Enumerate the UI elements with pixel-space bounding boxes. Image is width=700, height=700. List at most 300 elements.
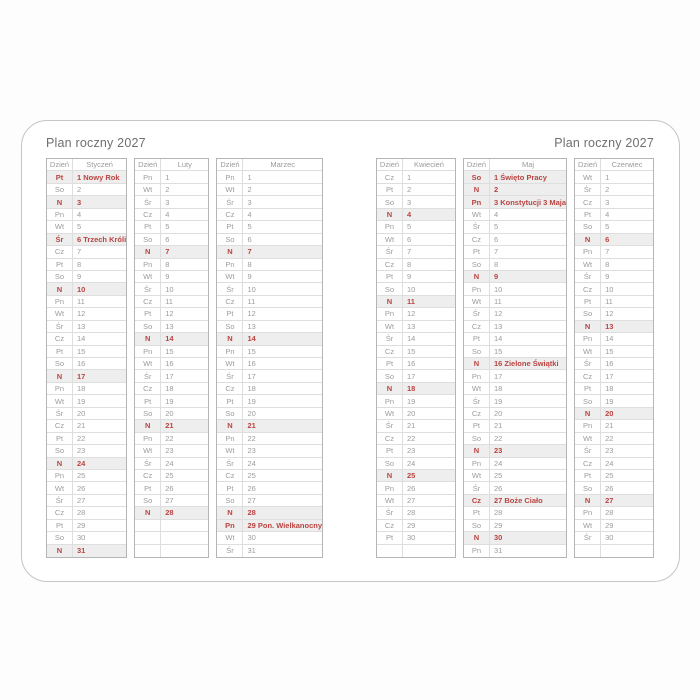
month-table-styczen [46,158,127,558]
day-abbrev-cell: Śr [575,358,601,369]
calendar-row [47,433,126,445]
date-cell: 22 [493,433,503,443]
date-cell: 23 [605,446,614,456]
day-abbrev-cell: Śr [135,283,161,294]
day-abbrev-cell: Pn [135,346,161,357]
day-abbrev-cell: Pn [575,507,601,518]
day-abbrev-cell: Pt [575,470,601,481]
date-cell: 31 [493,546,503,556]
day-abbrev-cell: N [135,420,161,431]
planner-page-right [376,135,654,558]
month-header-row [47,159,126,171]
calendar-row [217,196,322,208]
day-abbrev-cell: So [377,196,403,207]
day-abbrev-cell: Pt [575,296,601,307]
day-abbrev-cell: Pn [47,209,73,220]
day-abbrev-cell: Wt [377,408,403,419]
date-cell: 16 [605,359,614,369]
calendar-row [464,458,566,470]
day-abbrev-cell: So [47,532,73,543]
calendar-row [575,333,653,345]
day-abbrev-cell: So [575,221,601,232]
day-abbrev-cell: Wt [575,171,601,182]
calendar-row [575,420,653,432]
day-abbrev-cell: Śr [47,321,73,332]
day-abbrev-cell: Pt [217,482,243,493]
day-abbrev-cell: Pt [135,482,161,493]
date-cell: 30 [407,533,416,543]
date-cell: 7 [77,247,82,257]
day-abbrev-cell: Wt [575,433,601,444]
month-name-header: Luty [177,160,192,170]
calendar-row [217,433,322,445]
date-cell: 16 [407,359,416,369]
calendar-row [377,308,455,320]
calendar-row [575,482,653,494]
day-abbrev-cell: Wt [377,321,403,332]
day-abbrev-cell: Pn [575,246,601,257]
calendar-row [377,395,455,407]
calendar-row [47,184,126,196]
date-cell: 5 [247,222,252,232]
calendar-row [47,308,126,320]
calendar-row [217,283,322,295]
date-cell: 26 [247,483,256,493]
calendar-row [217,520,322,532]
calendar-row [47,532,126,544]
calendar-row [377,470,455,482]
month-name-header: Maj [521,160,535,170]
day-abbrev-cell: Pt [217,221,243,232]
calendar-row [135,321,208,333]
day-abbrev-cell: So [217,495,243,506]
day-abbrev-cell: N [575,495,601,506]
date-cell: 13 [247,321,256,331]
calendar-row [464,209,566,221]
day-abbrev-cell: So [217,234,243,245]
date-cell: 18 [407,384,416,394]
date-cell: 4 [77,209,82,219]
calendar-row [377,433,455,445]
day-abbrev-cell: Pt [47,346,73,357]
date-cell: 6 [165,234,170,244]
day-abbrev-cell: N [464,532,490,543]
day-abbrev-cell: Śr [217,196,243,207]
day-abbrev-cell: Pn [135,171,161,182]
date-cell: 14 [407,334,416,344]
calendar-row [377,458,455,470]
day-abbrev-cell: Pt [377,445,403,456]
calendar-row [575,445,653,457]
day-abbrev-cell: Pn [377,221,403,232]
date-cell: 24 [493,458,503,468]
date-cell: 12 [247,309,256,319]
calendar-row [464,271,566,283]
date-cell: 23 [493,446,503,456]
date-cell: 20 [493,408,503,418]
month-name-header: Marzec [270,160,296,170]
calendar-row [217,171,322,183]
day-abbrev-cell: Cz [217,470,243,481]
date-cell: 10 [77,284,86,294]
calendar-row [217,234,322,246]
calendar-row [575,458,653,470]
calendar-row [217,470,322,482]
date-cell: 18 [77,384,86,394]
day-abbrev-cell: Pn [135,259,161,270]
date-cell: 15 [493,346,503,356]
day-abbrev-cell: So [47,445,73,456]
day-abbrev-cell: Pn [377,308,403,319]
date-cell: 13 [165,321,174,331]
date-cell: 2 [407,185,412,195]
calendar-row [47,420,126,432]
day-abbrev-cell: Cz [377,520,403,531]
date-cell: 20 [605,408,614,418]
day-abbrev-cell: So [135,234,161,245]
day-abbrev-cell: N [464,358,490,369]
day-abbrev-cell: Cz [135,383,161,394]
calendar-row [47,171,126,183]
date-cell: 29 [493,520,503,530]
calendar-row [464,259,566,271]
date-cell: 31 [77,546,86,556]
calendar-row [377,246,455,258]
calendar-row [217,346,322,358]
calendar-row [47,408,126,420]
day-abbrev-cell: So [377,458,403,469]
date-cell: 1 [247,172,252,182]
day-abbrev-cell: Pt [47,520,73,531]
day-abbrev-cell: Pt [47,259,73,270]
day-abbrev-cell: So [135,495,161,506]
date-cell: 2 [605,185,610,195]
date-cell: 11 [165,297,173,307]
date-cell: 18 [165,384,174,394]
calendar-row [47,507,126,519]
calendar-row [575,271,653,283]
calendar-row [47,196,126,208]
day-abbrev-cell: Śr [575,532,601,543]
date-cell [161,532,208,543]
calendar-row [464,395,566,407]
day-abbrev-cell: Śr [575,184,601,195]
day-abbrev-cell: Cz [575,370,601,381]
day-abbrev-cell: Pn [47,296,73,307]
date-cell: 7 [165,247,170,257]
calendar-row [47,545,126,557]
date-cell: 16 [247,359,256,369]
day-abbrev-cell: Cz [47,246,73,257]
date-cell: 16 Zielone Świątki [493,359,559,369]
day-abbrev-cell: Pt [377,271,403,282]
month-header-row [575,159,653,171]
day-abbrev-cell [575,545,601,557]
calendar-row [575,408,653,420]
date-cell: 28 [165,508,174,518]
calendar-row [575,308,653,320]
date-cell: 4 [247,209,252,219]
planner-spread [21,120,680,582]
date-cell: 19 [407,396,416,406]
calendar-row [217,209,322,221]
date-cell: 3 [247,197,252,207]
calendar-row [464,246,566,258]
date-cell: 7 [493,247,499,257]
date-cell: 6 [605,234,610,244]
day-abbrev-cell: So [377,370,403,381]
day-abbrev-cell: Wt [217,532,243,543]
month-table-luty [134,158,209,558]
calendar-row [47,458,126,470]
date-cell: 17 [165,371,174,381]
day-abbrev-cell: Cz [47,420,73,431]
calendar-row [135,283,208,295]
date-cell: 12 [493,309,503,319]
date-cell: 21 [247,421,256,431]
page-title-right: Plan roczny 2027 [554,136,654,150]
day-abbrev-cell: Pt [464,246,490,257]
day-abbrev-cell: Śr [47,234,73,245]
date-cell [161,520,208,531]
day-abbrev-cell: N [377,209,403,220]
date-cell: 1 [407,172,412,182]
day-abbrev-cell: So [47,184,73,195]
calendar-row [47,346,126,358]
day-abbrev-cell: Cz [575,283,601,294]
calendar-row [464,196,566,208]
day-abbrev-cell: Cz [47,333,73,344]
date-cell: 10 [605,284,614,294]
day-abbrev-cell: Wt [47,308,73,319]
calendar-row [135,234,208,246]
date-cell: 27 [247,496,256,506]
day-abbrev-cell: Śr [135,370,161,381]
date-cell: 10 [407,284,416,294]
calendar-row [464,234,566,246]
calendar-row [464,171,566,183]
day-abbrev-cell: So [217,321,243,332]
calendar-row [464,283,566,295]
date-cell: 12 [77,309,86,319]
calendar-row [135,458,208,470]
date-cell: 13 [407,321,416,331]
date-cell: 5 [165,222,170,232]
day-abbrev-cell: N [377,296,403,307]
day-abbrev-cell: N [135,246,161,257]
day-abbrev-cell: Śr [464,482,490,493]
day-abbrev-cell: N [47,196,73,207]
date-cell: 22 [407,433,416,443]
day-abbrev-cell: So [47,271,73,282]
date-cell: 26 [165,483,174,493]
date-cell: 3 [77,197,82,207]
calendar-row [217,321,322,333]
calendar-row [217,296,322,308]
day-abbrev-cell: N [217,246,243,257]
date-cell: 26 [605,483,614,493]
date-cell: 19 [165,396,174,406]
calendar-row [575,171,653,183]
date-cell: 21 [493,421,503,431]
empty-row [135,520,208,532]
calendar-row [47,234,126,246]
calendar-row [135,171,208,183]
calendar-row [47,209,126,221]
day-column-header: Dzień [135,159,161,170]
day-abbrev-cell: Wt [217,358,243,369]
calendar-row [377,271,455,283]
calendar-row [135,221,208,233]
day-abbrev-cell: Cz [464,321,490,332]
calendar-row [47,283,126,295]
empty-row [575,545,653,557]
day-abbrev-cell: N [47,370,73,381]
date-cell: 4 [407,209,412,219]
date-cell: 15 [247,346,256,356]
date-cell: 1 Nowy Rok [77,172,120,182]
calendar-row [575,395,653,407]
date-cell [403,545,455,557]
calendar-row [464,420,566,432]
date-cell: 26 [407,483,416,493]
day-abbrev-cell: Pn [575,333,601,344]
calendar-row [217,271,322,283]
month-name-header: Styczeń [86,160,113,170]
calendar-row [135,408,208,420]
calendar-row [464,545,566,557]
day-abbrev-cell: N [47,458,73,469]
date-cell: 7 [407,247,412,257]
date-cell: 14 [77,334,86,344]
day-abbrev-cell: Pn [464,545,490,557]
day-abbrev-cell: Wt [575,346,601,357]
day-abbrev-cell: Pt [575,209,601,220]
day-abbrev-cell: Śr [464,221,490,232]
calendar-row [135,383,208,395]
calendar-row [47,259,126,271]
calendar-row [135,196,208,208]
calendar-row [217,495,322,507]
calendar-row [464,445,566,457]
date-cell: 11 [605,297,613,307]
calendar-row [575,196,653,208]
date-cell: 20 [165,408,174,418]
day-abbrev-cell [135,532,161,543]
calendar-row [377,520,455,532]
date-cell: 22 [247,433,256,443]
calendar-row [377,383,455,395]
date-cell: 18 [605,384,614,394]
day-abbrev-cell: Śr [47,408,73,419]
month-header-row [217,159,322,171]
day-abbrev-cell: Śr [217,545,243,557]
date-cell: 24 [165,458,174,468]
date-cell: 28 [77,508,86,518]
day-abbrev-cell: So [575,395,601,406]
calendar-row [47,358,126,370]
day-abbrev-cell: Pn [377,395,403,406]
day-abbrev-cell: So [575,482,601,493]
calendar-row [47,520,126,532]
day-abbrev-cell: Pn [464,196,490,207]
day-abbrev-cell [377,545,403,557]
date-cell: 23 [77,446,86,456]
calendar-row [464,433,566,445]
date-cell: 21 [165,421,174,431]
date-cell: 2 [165,185,170,195]
day-abbrev-cell: Wt [464,209,490,220]
calendar-row [575,532,653,544]
calendar-row [135,209,208,221]
calendar-row [377,495,455,507]
calendar-row [217,420,322,432]
day-abbrev-cell: Cz [217,209,243,220]
calendar-row [47,495,126,507]
date-cell: 23 [407,446,416,456]
date-cell: 23 [247,446,256,456]
calendar-row [135,296,208,308]
calendar-row [377,184,455,196]
date-cell: 24 [77,458,86,468]
date-cell: 21 [605,421,614,431]
day-abbrev-cell: Cz [464,495,490,506]
month-table-marzec [216,158,323,558]
empty-row [135,532,208,544]
calendar-row [217,358,322,370]
day-abbrev-cell: So [135,408,161,419]
calendar-row [377,408,455,420]
calendar-row [47,370,126,382]
date-cell: 28 [493,508,503,518]
date-cell: 4 [165,209,170,219]
months-right [376,158,654,558]
date-cell: 11 [77,297,85,307]
day-abbrev-cell: Wt [377,495,403,506]
date-cell: 19 [247,396,256,406]
calendar-row [575,358,653,370]
date-cell: 25 [247,471,256,481]
calendar-row [135,507,208,519]
date-cell: 15 [77,346,86,356]
calendar-row [575,520,653,532]
day-abbrev-cell: Wt [135,445,161,456]
date-cell: 30 [77,533,86,543]
day-abbrev-cell: Cz [377,259,403,270]
date-cell: 18 [493,384,503,394]
day-abbrev-cell: So [464,171,490,182]
calendar-row [575,433,653,445]
day-abbrev-cell: Śr [377,333,403,344]
day-abbrev-cell: Pt [47,171,73,182]
date-cell: 27 [165,496,174,506]
day-abbrev-cell: So [575,308,601,319]
calendar-row [47,383,126,395]
date-cell: 19 [493,396,503,406]
date-cell: 8 [247,259,252,269]
calendar-row [135,358,208,370]
date-cell: 25 [407,471,416,481]
date-cell: 5 [605,222,610,232]
day-abbrev-cell: N [47,545,73,557]
day-abbrev-cell: Śr [377,420,403,431]
date-cell: 23 [165,446,174,456]
calendar-row [575,234,653,246]
calendar-row [47,333,126,345]
calendar-row [464,507,566,519]
date-cell: 14 [165,334,174,344]
calendar-row [47,445,126,457]
